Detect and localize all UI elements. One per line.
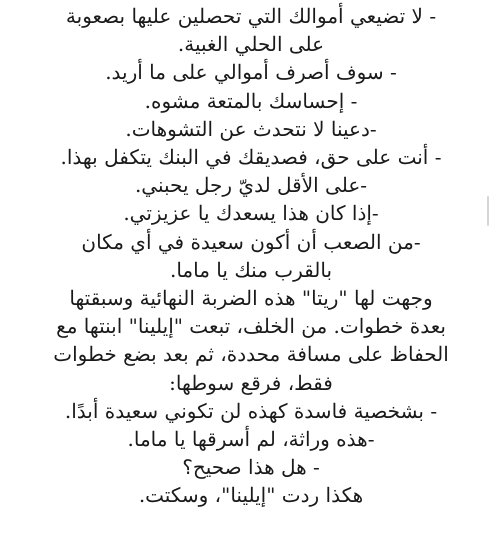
- text-line: - أنت على حق، فصديقك في البنك يتكفل بهذا.: [60, 145, 442, 170]
- dialogue-text: [18, 2, 484, 510]
- text-line: - هل هذا صحيح؟: [182, 455, 320, 480]
- text-line: -إذا كان هذا يسعدك يا عزيزتي.: [123, 201, 379, 226]
- text-line: - بشخصية فاسدة كهذه لن تكوني سعيدة أبدًا.: [64, 398, 438, 423]
- text-line: - سوف أصرف أموالي على ما أريد.: [105, 60, 397, 85]
- scrollbar-thumb[interactable]: [487, 196, 489, 226]
- text-line: -من الصعب أن أكون سعيدة في أي مكان: [81, 229, 421, 254]
- text-line: - لا تضيعي أموالك التي تحصلين عليها بصعوبة: [65, 4, 437, 28]
- text-line: -دعينا لا نتحدث عن التشوهات.: [125, 116, 377, 141]
- text-line: فقط، فرقع سوطها:: [169, 370, 333, 395]
- text-line: - إحساسك بالمتعة مشوه.: [144, 88, 358, 113]
- text-line: هكذا ردت "إيلينا"، وسكتت.: [138, 483, 364, 508]
- text-line: الحفاظ على مسافة محددة، ثم بعد بضع خطوات: [53, 342, 449, 367]
- text-line: على الحلي الغبية.: [177, 32, 325, 57]
- text-line: -على الأقل لديّ رجل يحبني.: [134, 173, 368, 198]
- text-line: -هذه وراثة، لم أسرقها يا ماما.: [127, 427, 375, 452]
- text-line: وجهت لها "ريتا" هذه الضربة النهائية وسبقتها: [69, 286, 433, 311]
- text-line: بالقرب منك يا ماما.: [169, 257, 333, 282]
- text-line: بعدة خطوات. من الخلف، تبعت "إيلينا" ابنتها مع: [56, 314, 446, 339]
